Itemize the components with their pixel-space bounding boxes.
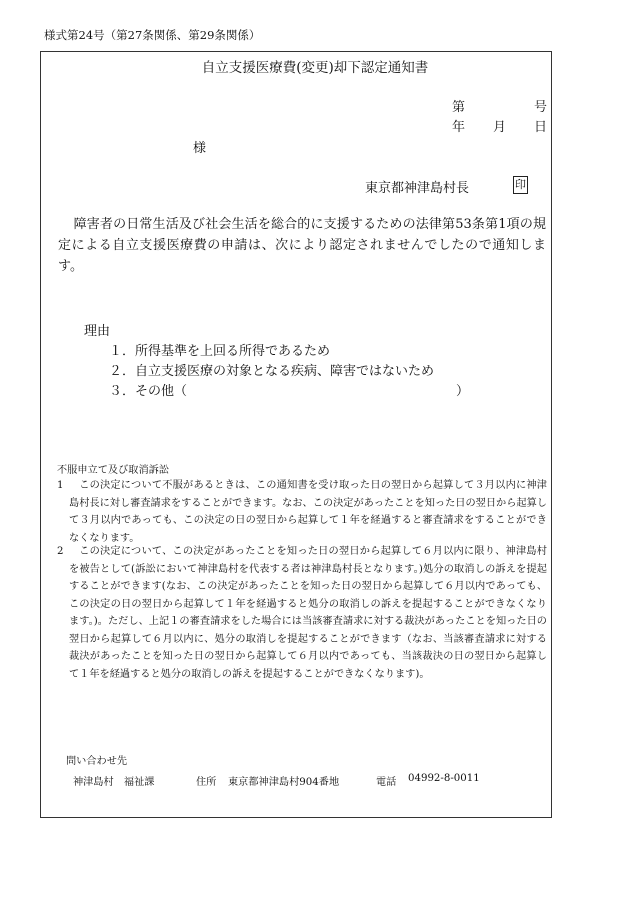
reason-num: ２． [109, 364, 136, 379]
date-year: 年 [452, 120, 466, 135]
appeal-item-1 [57, 477, 547, 543]
appeal-text: この決定について、この決定があったことを知った日の翌日から起算して６月以内に限り、神津島村を被告として(訴訟において神津島村を代表する者は神津島村長となります。)処分の取消しの訴えを提起することができます(なお、この決定があったことを知った日の翌日から起算して６月以内であっても、この決定の日の翌日から起算して１年を経過すると処分の取消しの訴えを提起することができなくなります。)。ただし、上記１の審査請求をした場合には当該審査請求に対する裁決があったことを知った日の翌日から起算して６月以内に、処分の取消しを提起することができます（なお、当該審査請求に対する裁決があったことを知った日の翌日から起算して６月以内であっても、当該裁決の日の翌日から起算して１年を経過すると処分の取消しの訴えを提起することができなくなります)。 [69, 546, 547, 680]
recipient-suffix: 様 [193, 141, 207, 156]
reason-num: ３． [109, 384, 136, 399]
inquiry-office: 神津島村 福祉課 [73, 777, 155, 788]
form-number: 様式第24号（第27条関係、第29条関係） [44, 28, 261, 42]
reason-num: １． [109, 344, 136, 359]
date-month: 月 [493, 120, 507, 135]
inquiry-phone: 04992-8-0011 [408, 773, 480, 784]
inquiry-phone-label: 電話 [376, 777, 397, 788]
inquiry-address-label: 住所 [196, 777, 217, 788]
appeal-text: この決定について不服があるときは、この通知書を受け取った日の翌日から起算して３月以内に神津島村長に対し審査請求をすることができます。なお、この決定があったことを知った日の翌日から起算して３月以内であっても、この決定の日の翌日から起算して１年を経過すると審査請求をすることができなくなります。 [69, 480, 547, 544]
reason-text: 自立支援医療の対象となる疾病、障害ではないため [135, 364, 435, 379]
reason-heading: 理由 [84, 324, 111, 339]
date-day: 日 [534, 120, 548, 135]
reason-item-2 [109, 360, 434, 379]
inquiry-heading: 問い合わせ先 [66, 756, 128, 767]
seal-box: 印 [513, 176, 528, 194]
reason-item-3 [109, 380, 187, 399]
reason-other-close: ） [456, 384, 470, 399]
reason-text: その他（ [135, 384, 188, 399]
notice-paragraph: 障害者の日常生活及び社会生活を総合的に支援するための法律第53条第1項の規定による自立支援医療費の申請は、次により認定されませんでしたので通知します。 [58, 217, 546, 274]
inquiry-address: 東京都神津島村904番地 [228, 777, 340, 788]
document-title: 自立支援医療費(変更)却下認定通知書 [201, 60, 429, 76]
appeal-heading: 不服申立て及び取消訴訟 [57, 465, 170, 476]
issuer-name: 東京都神津島村長 [365, 181, 470, 196]
reason-text: 所得基準を上回る所得であるため [135, 344, 331, 359]
appeal-num: 1 [57, 480, 64, 491]
reason-item-1 [109, 340, 330, 359]
appeal-item-2 [57, 543, 547, 733]
number-suffix: 号 [534, 100, 548, 115]
appeal-num: 2 [57, 546, 64, 557]
number-label: 第 [452, 100, 466, 115]
